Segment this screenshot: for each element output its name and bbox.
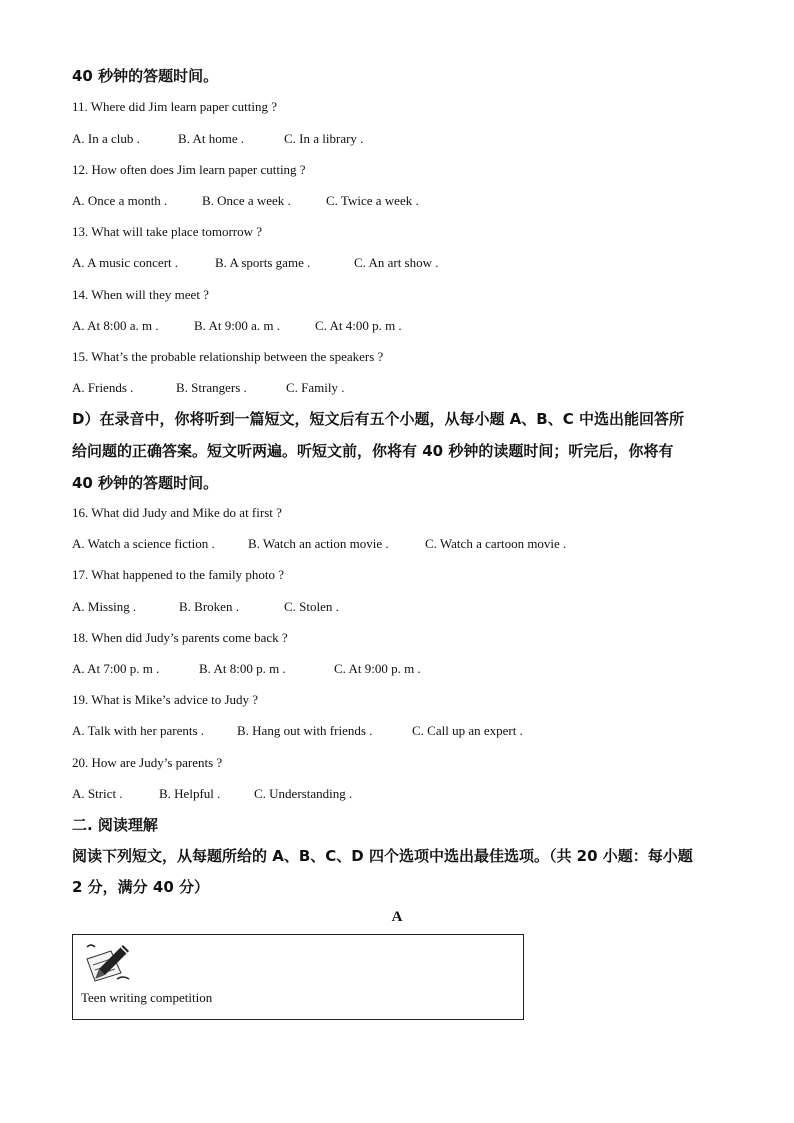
option-a: A. At 8:00 a. m . [72, 318, 159, 333]
option-c: C. In a library . [284, 131, 364, 146]
section-d-line-2: 给问题的正确答案。短文听两遍。听短文前，你将有 40 秒钟的读题时间；听完后，你将有 [72, 442, 674, 460]
option-c: C. Twice a week . [326, 193, 419, 208]
question-18: 18. When did Judy’s parents come back ? [72, 630, 288, 645]
question-14: 14. When will they meet ? [72, 287, 209, 302]
option-b: B. Hang out with friends . [237, 723, 373, 738]
question-11: 11. Where did Jim learn paper cutting ? [72, 99, 278, 114]
option-a: A. Strict . [72, 786, 123, 801]
question-20: 20. How are Judy’s parents ? [72, 755, 223, 770]
option-a: A. Once a month . [72, 193, 168, 208]
option-b: B. At 8:00 p. m . [199, 661, 286, 676]
option-a: A. A music concert . [72, 255, 179, 270]
option-b: B. At home . [178, 131, 245, 146]
option-a: A. In a club . [72, 131, 140, 146]
option-c: C. Understanding . [254, 786, 353, 801]
option-a: A. Talk with her parents . [72, 723, 205, 738]
option-b: B. Once a week . [202, 193, 291, 208]
option-b: B. Watch an action movie . [248, 536, 389, 551]
option-c: C. At 4:00 p. m . [315, 318, 402, 333]
section-d-line-3: 40 秒钟的答题时间。 [72, 474, 219, 492]
option-a: A. Missing . [72, 599, 137, 614]
option-c: C. An art show . [354, 255, 439, 270]
question-19: 19. What is Mike’s advice to Judy ? [72, 692, 259, 707]
reading-heading: 二. 阅读理解 [72, 816, 158, 834]
option-c: C. Family . [286, 380, 345, 395]
option-a: A. Watch a science fiction . [72, 536, 215, 551]
option-b: B. Strangers . [176, 380, 247, 395]
section-d-line-1: D）在录音中，你将听到一篇短文，短文后有五个小题，从每小题 A、B、C 中选出能回答所 [72, 410, 684, 428]
pen-writing-icon [81, 939, 133, 983]
reading-instructions-2: 2 分，满分 40 分） [72, 878, 209, 896]
option-c: C. Stolen . [284, 599, 339, 614]
option-b: B. At 9:00 a. m . [194, 318, 280, 333]
question-12: 12. How often does Jim learn paper cutting ? [72, 162, 306, 177]
option-c: C. Call up an expert . [412, 723, 523, 738]
intro-tail: 40 秒钟的答题时间。 [72, 67, 219, 85]
option-c: C. At 9:00 p. m . [334, 661, 421, 676]
question-16: 16. What did Judy and Mike do at first ? [72, 505, 282, 520]
passage-box [72, 934, 524, 1020]
box-caption: Teen writing competition [81, 990, 213, 1005]
question-17: 17. What happened to the family photo ? [72, 567, 285, 582]
option-b: B. A sports game . [215, 255, 311, 270]
question-13: 13. What will take place tomorrow ? [72, 224, 263, 239]
option-a: A. At 7:00 p. m . [72, 661, 160, 676]
option-b: B. Helpful . [159, 786, 221, 801]
passage-label: A [391, 909, 403, 925]
question-15: 15. What’s the probable relationship between the speakers ? [72, 349, 384, 364]
option-a: A. Friends . [72, 380, 134, 395]
reading-instructions-1: 阅读下列短文，从每题所给的 A、B、C、D 四个选项中选出最佳选项。（共 20 小题：每小题 [72, 847, 693, 865]
option-b: B. Broken . [179, 599, 239, 614]
option-c: C. Watch a cartoon movie . [425, 536, 567, 551]
